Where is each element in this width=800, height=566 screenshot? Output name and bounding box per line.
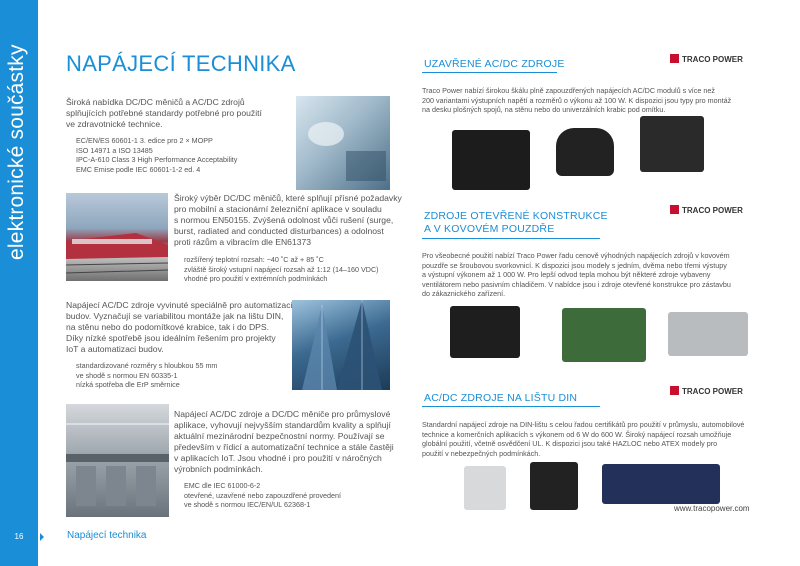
photo-factory (66, 404, 169, 517)
footer-label: Napájecí technika (67, 530, 147, 541)
brand-logo: TRACO POWER (670, 205, 743, 215)
block4-text: Napájecí AC/DC zdroje a DC/DC měniče pro průmyslové aplikace, vyhovují nejvyšším standardům kvality a splňují aktuální mezinárodní bezpečnostní normy. Používají se především v řídicí a automatizační technice a stále častěji v aplikacích IoT. Jsou vhodné i pro použití v náročných výrobních podmínkách. (174, 409, 394, 474)
section2-text: Pro všeobecné použití nabízí Traco Power řadu cenově výhodných napájecích zdrojů v kovovém pouzdře se šroubovou svorkovnicí. K dispozici jsou modely s jedním, dvěma nebo třemi výstupy a výstupní výkonem až 1 000 W. Pro lepší odvod tepla mohou být některé zdroje vybaveny ventilátorem nebo pasivním chladičem. V nabídce jsou i zdroje otevřené konstrukce pro zástavbu do zákaznického zařízení. (422, 251, 731, 298)
product-din-dark (530, 462, 578, 510)
section1-title: UZAVŘENÉ AC/DC ZDROJE (424, 58, 565, 70)
product-open-frame-black (450, 306, 520, 358)
product-metal-case (668, 312, 748, 356)
section1-rule (422, 72, 557, 73)
brand-logo: TRACO POWER (670, 54, 743, 64)
website-link[interactable]: www.tracopower.com (674, 504, 750, 513)
section2-title: ZDROJE OTEVŘENÉ KONSTRUKCE A V KOVOVÉM POUZDŘE (424, 210, 608, 235)
section1-text: Traco Power nabízí širokou škálu plně zapouzdřených napájecích AC/DC modulů s více než 200 variantami výstupních napětí a rozměrů o výkonu až 100 W. K dispozici jsou typy pro montáž na desku plošných spojů, na stěnu nebo do univerzálních krabic pod omítku. (422, 86, 732, 114)
product-box-module (640, 116, 704, 172)
section2-rule (422, 238, 600, 239)
block3-text: Napájecí AC/DC zdroje vyvinuté speciálně pro automatizaci budov. Vyznačují se variabilitou montáže jak na lištu DIN, na stěnu nebo do podomítkové krabice, tak i do DPS. Díky nízké spotřebě jsou ideálním řešením pro projekty IoT a automatizaci budov. (66, 300, 293, 354)
brand-mark-icon (670, 205, 679, 214)
brand-logo: TRACO POWER (670, 386, 743, 396)
photo-train (66, 193, 168, 281)
brand-mark-icon (670, 54, 679, 63)
product-wall-module (556, 128, 614, 176)
section3-title: AC/DC ZDROJE NA LIŠTU DIN (424, 392, 578, 404)
product-din-row (602, 464, 720, 504)
product-encapsulated-module (452, 130, 530, 190)
block1-text: Široká nabídka DC/DC měničů a AC/DC zdrojů splňujících potřebné standardy potřebné pro použití ve zdravotnické technice. (66, 97, 262, 129)
section3-text: Standardní napájecí zdroje na DIN-lištu s celou řadou certifikátů pro použití v průmyslu, automobilové technice a komerčních aplikacích s výkonem od 6 W do 600 W. Široký napájecí rozsah umožňuje globální použití, včetně osvědčení UL. K dispozici jsou také HAZLOC nebo ATEX modely pro použití v nebezpečných podmínkách. (422, 420, 745, 458)
block4-specs: EMC dle IEC 61000-6-2 otevřené, uzavřené nebo zapouzdřené provedení ve shodě s normou IEC/EN/UL 62368-1 (184, 481, 342, 509)
block1-specs: EC/EN/ES 60601-1 3. edice pro 2 × MOPP ISO 14971 a ISO 13485 IPC-A-610 Class 3 High Performance Acceptability EMC Emise podle IEC 60601-1-2 ed. 4 (76, 136, 238, 174)
page-number: 16 (14, 532, 24, 541)
product-open-frame-pcb (562, 308, 646, 362)
section3-rule (422, 406, 600, 407)
photo-buildings (292, 300, 390, 390)
product-din-light (464, 466, 506, 510)
brand-mark-icon (670, 386, 679, 395)
page-arrow-icon (40, 533, 44, 541)
block2-specs: rozšířený teplotní rozsah: −40 ˚C až + 85 ˚C zvláště široký vstupní napájecí rozsah až 1:12 (14–160 VDC) vhodné pro použití v extrémních podmínkách (184, 255, 379, 283)
page-title: NAPÁJECÍ TECHNIKA (66, 51, 296, 76)
photo-medical (296, 96, 390, 190)
block2-text: Široký výběr DC/DC měničů, které splňují přísné požadavky pro mobilní a stacionární železniční aplikace v souladu s normou EN50155. Zvýšená odolnost vůči rušení (surge, burst, radiated and conducted disturbances) a odolnost proti rázům a vibracím dle EN61373 (174, 193, 402, 247)
block3-specs: standardizované rozměry s hloubkou 55 mm ve shodě s normou EN 60335-1 nízká spotřeba dle ErP směrnice (76, 361, 218, 389)
